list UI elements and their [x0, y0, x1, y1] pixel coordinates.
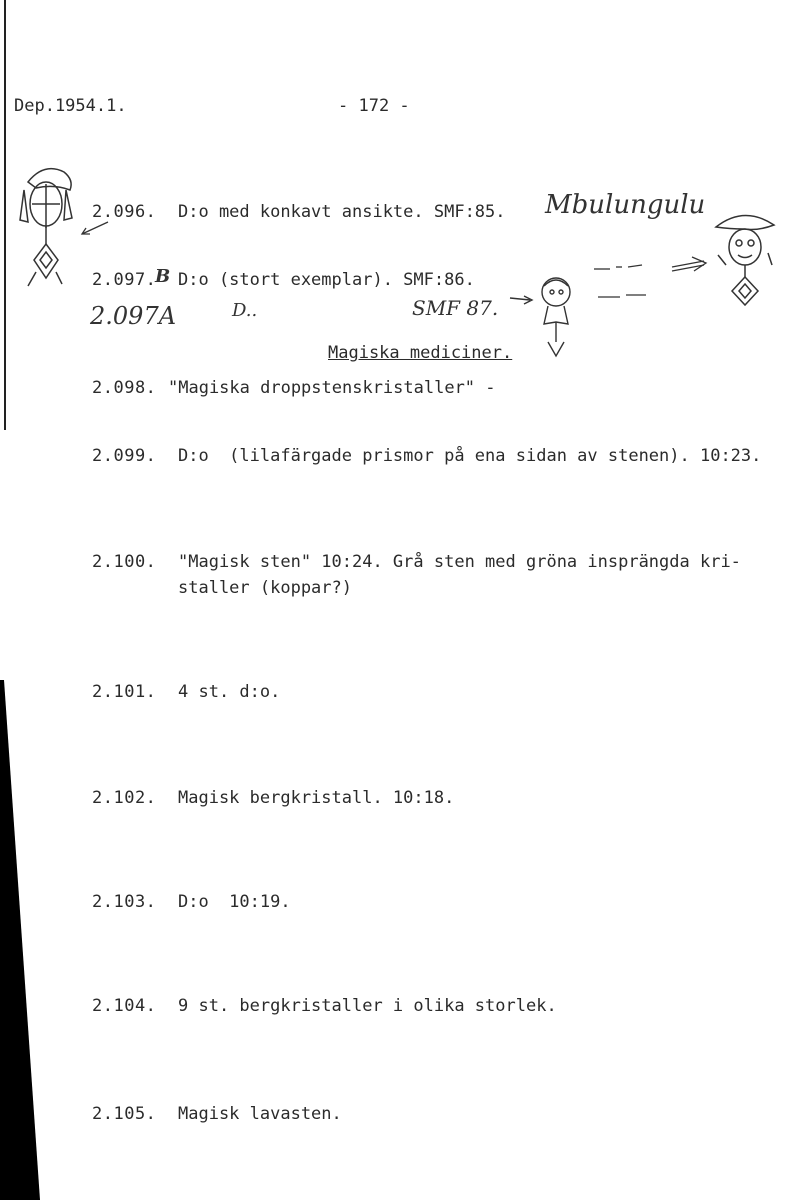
mask-sketch-left-icon: [14, 160, 78, 290]
entry-text: D:o 10:19.: [178, 892, 291, 912]
page-reference: Dep.1954.1.: [14, 96, 127, 116]
entry-text-continuation: staller (koppar?): [178, 578, 352, 598]
page-number: - 172 -: [338, 96, 410, 116]
arrow-left-icon: [78, 220, 110, 240]
mask-sketch-right-icon: [710, 205, 780, 310]
dash-arrow-icon: [592, 255, 712, 305]
handwritten-name-note: Mbulungulu: [545, 190, 706, 220]
entry-text: "Magiska droppstenskristaller" -: [168, 378, 496, 398]
entry-number: 2.096.: [92, 202, 157, 222]
handwritten-ditto: D..: [232, 300, 258, 321]
entry-number: 2.103.: [92, 892, 157, 912]
entry-text: D:o med konkavt ansikte. SMF:85.: [178, 202, 506, 222]
entry-number: [92, 270, 156, 290]
entry-text: D:o (stort exemplar). SMF:86.: [178, 270, 475, 290]
entry-suffix-handwritten: B: [155, 266, 171, 287]
entry-text: "Magisk sten" 10:24. Grå sten med gröna insprängda kri-: [178, 552, 741, 572]
entry-number: 2.098.: [92, 378, 157, 398]
entry-text: 9 st. bergkristaller i olika storlek.: [178, 996, 557, 1016]
figure-sketch-middle-icon: [508, 272, 578, 362]
entry-text: D:o (lilafärgade prismor på ena sidan av stenen). 10:23.: [178, 446, 762, 466]
entry-number: 2.104.: [92, 996, 157, 1016]
handwritten-smf-note: SMF 87.: [412, 296, 499, 320]
entry-text: 4 st. d:o.: [178, 682, 281, 702]
entry-number: 2.100.: [92, 552, 157, 572]
section-heading: Magiska mediciner.: [328, 343, 513, 363]
handwritten-entry-number: 2.097A: [90, 302, 177, 330]
entry-number: 2.101.: [92, 682, 157, 702]
entry-text: Magisk lavasten.: [178, 1104, 342, 1124]
entry-number: 2.102.: [92, 788, 157, 808]
entry-number: 2.105.: [92, 1104, 157, 1124]
entry-text: Magisk bergkristall. 10:18.: [178, 788, 455, 808]
entry-number-text: 2.097.: [92, 270, 157, 290]
entry-number: 2.099.: [92, 446, 157, 466]
